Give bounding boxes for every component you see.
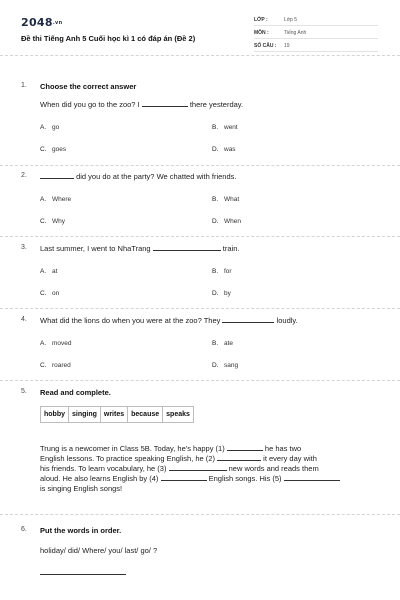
question-heading: Choose the correct answer — [40, 82, 137, 91]
passage-text: is singing English songs! — [40, 484, 123, 493]
meta-key: SỐ CÂU : — [254, 43, 277, 49]
option-letter: C. — [40, 362, 47, 369]
meta-subject — [254, 27, 378, 39]
question-text-after: there yesterday. — [189, 100, 244, 109]
option-d[interactable] — [212, 290, 231, 297]
option-b[interactable] — [212, 268, 232, 275]
option-letter: B. — [212, 124, 219, 131]
scrambled-words: holiday/ did/ Where/ you/ last/ go/ ? — [40, 546, 158, 555]
option-letter: B. — [212, 196, 219, 203]
option-text: by — [224, 290, 231, 297]
question-number: 3. — [21, 244, 27, 251]
option-a[interactable] — [40, 268, 57, 275]
question-text-after: train. — [222, 244, 240, 253]
option-b[interactable] — [212, 124, 238, 131]
question-text — [40, 100, 243, 109]
word-bank-item: writes — [101, 407, 128, 422]
reading-passage — [40, 444, 380, 494]
option-b[interactable] — [212, 340, 233, 347]
answer-blank[interactable] — [161, 474, 207, 481]
question-text — [40, 172, 236, 181]
question-text-after: did you do at the party? We chatted with friends. — [76, 172, 237, 181]
passage-text: his friends. To learn vocabulary, he (3) — [40, 464, 167, 473]
logo-text: 2048 — [21, 16, 53, 29]
passage-text: new words and reads them — [228, 464, 319, 473]
question-text-before: What did the lions do when you were at the zoo? They — [40, 316, 221, 325]
site-logo[interactable] — [21, 16, 62, 29]
answer-blank[interactable] — [217, 454, 261, 461]
option-letter: D. — [212, 362, 219, 369]
divider — [0, 514, 400, 515]
meta-value: Tiếng Anh — [284, 30, 307, 36]
option-text: When — [224, 218, 241, 225]
word-bank-item: speaks — [166, 411, 190, 418]
word-bank-item: because — [128, 407, 163, 422]
question-heading: Read and complete. — [40, 388, 111, 397]
answer-line[interactable] — [40, 574, 126, 575]
option-text: ate — [224, 340, 234, 347]
question-number: 2. — [21, 172, 27, 179]
answer-blank[interactable] — [169, 464, 227, 471]
question-text — [40, 316, 298, 325]
option-letter: C. — [40, 146, 47, 153]
option-b[interactable] — [212, 196, 239, 203]
option-a[interactable] — [40, 124, 59, 131]
question-number: 1. — [21, 82, 27, 89]
option-text: on — [52, 290, 60, 297]
option-text: was — [224, 146, 236, 153]
question-number: 5. — [21, 388, 27, 395]
option-a[interactable] — [40, 340, 72, 347]
option-c[interactable] — [40, 218, 65, 225]
question-text — [40, 244, 239, 253]
option-d[interactable] — [212, 146, 236, 153]
option-letter: A. — [40, 196, 47, 203]
option-c[interactable] — [40, 362, 71, 369]
question-text-after: loudly. — [276, 316, 298, 325]
meta-value: 19 — [284, 43, 290, 49]
option-text: goes — [52, 146, 67, 153]
passage-text: English songs. His (5) — [208, 474, 282, 483]
option-d[interactable] — [212, 218, 241, 225]
question-number: 4. — [21, 316, 27, 323]
question-text-before: Last summer, I went to NhaTrang — [40, 244, 151, 253]
divider — [0, 165, 400, 166]
question-heading: Put the words in order. — [40, 526, 122, 535]
answer-blank[interactable] — [222, 316, 274, 323]
option-text: roared — [52, 362, 71, 369]
option-text: for — [224, 268, 232, 275]
option-c[interactable] — [40, 290, 59, 297]
logo-tld: .vn — [52, 20, 63, 26]
option-text: went — [224, 124, 238, 131]
question-text-before: When did you go to the zoo? I — [40, 100, 140, 109]
option-letter: C. — [40, 290, 47, 297]
document-header — [0, 0, 400, 56]
option-letter: A. — [40, 340, 47, 347]
answer-blank[interactable] — [284, 474, 340, 481]
answer-blank[interactable] — [40, 172, 74, 179]
passage-text: aloud. He also learns English by (4) — [40, 474, 159, 483]
divider — [0, 236, 400, 237]
meta-class — [254, 14, 378, 26]
option-d[interactable] — [212, 362, 238, 369]
option-letter: D. — [212, 146, 219, 153]
answer-blank[interactable] — [142, 100, 188, 107]
answer-blank[interactable] — [153, 244, 221, 251]
option-letter: A. — [40, 124, 47, 131]
option-letter: B. — [212, 340, 219, 347]
option-c[interactable] — [40, 146, 66, 153]
option-a[interactable] — [40, 196, 71, 203]
option-text: moved — [52, 340, 72, 347]
option-letter: B. — [212, 268, 219, 275]
option-text: What — [224, 196, 240, 203]
answer-blank[interactable] — [227, 444, 263, 451]
divider — [0, 308, 400, 309]
meta-key: LỚP : — [254, 17, 268, 23]
passage-text: English lessons. To practice speaking English, he (2) — [40, 454, 215, 463]
passage-text: it every day with — [263, 454, 317, 463]
option-text: go — [52, 124, 60, 131]
option-text: Why — [52, 218, 65, 225]
passage-text: he has two — [264, 444, 302, 453]
option-letter: A. — [40, 268, 47, 275]
option-text: at — [52, 268, 58, 275]
meta-count — [254, 40, 378, 52]
divider — [0, 380, 400, 381]
word-bank — [40, 406, 194, 423]
word-bank-item: singing — [69, 407, 101, 422]
option-letter: D. — [212, 290, 219, 297]
word-bank-item: hobby — [41, 407, 69, 422]
option-text: Where — [52, 196, 72, 203]
meta-key: MÔN : — [254, 30, 269, 36]
option-letter: C. — [40, 218, 47, 225]
meta-value: Lớp 5 — [284, 17, 298, 23]
question-number: 6. — [21, 526, 27, 533]
option-text: sang — [224, 362, 239, 369]
passage-text: Trung is a newcomer in Class 5B. Today, he's happy (1) — [40, 444, 225, 453]
option-letter: D. — [212, 218, 219, 225]
document-title: Đề thi Tiếng Anh 5 Cuối học kì 1 có đáp án (Đề 2) — [21, 34, 196, 43]
